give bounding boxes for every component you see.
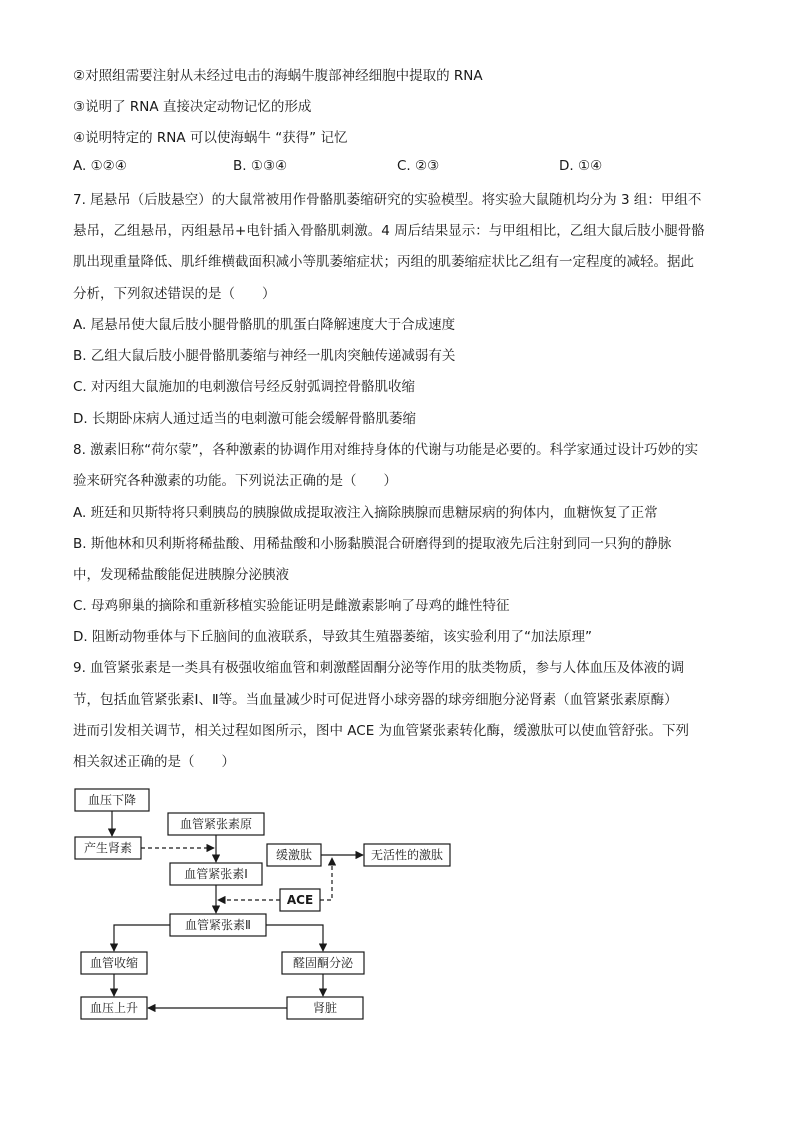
- q6-option-c[interactable]: C. ②③: [397, 158, 440, 174]
- q8-option-d[interactable]: D. 阻断动物垂体与下丘脑间的血液联系，导致其生殖器萎缩，该实验利用了“加法原理”: [73, 629, 592, 645]
- label-kidney: 肾脏: [312, 1001, 338, 1015]
- dashed-arrow-ace-to-bradykinin-conversion: [320, 858, 332, 900]
- label-angiotensinogen: 血管紧张素原: [179, 817, 253, 831]
- q6-option-d[interactable]: D. ①④: [559, 158, 603, 174]
- q7-stem-line: 肌出现重量降低、肌纤维横截面积减小等肌萎缩症状；丙组的肌萎缩症状比乙组有一定程度的减轻。据此: [73, 254, 694, 270]
- label-bp-rise: 血压上升: [89, 1001, 139, 1015]
- q8-option-c[interactable]: C. 母鸡卵巢的摘除和重新移植实验能证明是雌激素影响了母鸡的雌性特征: [73, 598, 510, 614]
- q9-stem-line: 进而引发相关调节，相关过程如图所示，图中 ACE 为血管紧张素转化酶，缓激肽可以使血管舒张。下列: [73, 723, 690, 739]
- q6-statement-3: ③说明了 RNA 直接决定动物记忆的形成: [73, 99, 312, 115]
- q8-option-b-continued: 中，发现稀盐酸能促进胰腺分泌胰液: [73, 567, 289, 583]
- q6-option-b[interactable]: B. ①③④: [233, 158, 288, 174]
- q7-option-b[interactable]: B. 乙组大鼠后肢小腿骨骼肌萎缩与神经一肌肉突触传递减弱有关: [73, 348, 456, 364]
- q7-option-a[interactable]: A. 尾悬吊使大鼠后肢小腿骨骼肌的肌蛋白降解速度大于合成速度: [73, 317, 456, 333]
- q9-stem-line: 9. 血管紧张素是一类具有极强收缩血管和刺激醛固酮分泌等作用的肽类物质，参与人体血压及体液的调: [73, 660, 685, 676]
- q6-statement-4: ④说明特定的 RNA 可以使海蜗牛 “获得” 记忆: [73, 130, 348, 146]
- q9-stem-line: 相关叙述正确的是（ ）: [73, 754, 235, 770]
- q8-option-b[interactable]: B. 斯他林和贝利斯将稀盐酸、用稀盐酸和小肠黏膜混合研磨得到的提取液先后注射到同一只狗的静脉: [73, 536, 672, 552]
- q9-stem-line: 节，包括血管紧张素Ⅰ、Ⅱ等。当血量减少时可促进肾小球旁器的球旁细胞分泌肾素（血管紧张素原酶）: [73, 692, 678, 708]
- q8-stem-line: 8. 激素旧称“荷尔蒙”，各种激素的协调作用对维持身体的代谢与功能是必要的。科学家通过设计巧妙的实: [73, 442, 699, 458]
- label-ang1: 血管紧张素Ⅰ: [184, 867, 248, 881]
- q7-stem-line: 悬吊，乙组悬吊，丙组悬吊+电针插入骨骼肌刺激。4 周后结果显示：与甲组相比，乙组大鼠后肢小腿骨骼: [73, 223, 705, 239]
- q7-option-c[interactable]: C. 对丙组大鼠施加的电刺激信号经反射弧调控骨骼肌收缩: [73, 379, 416, 395]
- arrow-ang2-to-vasoconstriction: [114, 925, 170, 951]
- label-aldosterone: 醛固酮分泌: [292, 956, 354, 970]
- q6-statement-2: ②对照组需要注射从未经过电击的海蜗牛腹部神经细胞中提取的 RNA: [73, 68, 483, 84]
- q7-option-d[interactable]: D. 长期卧床病人通过适当的电刺激可能会缓解骨骼肌萎缩: [73, 411, 416, 427]
- q7-stem-line: 7. 尾悬吊（后肢悬空）的大鼠常被用作骨骼肌萎缩研究的实验模型。将实验大鼠随机均分为 3 组：甲组不: [73, 192, 702, 208]
- arrow-ang2-to-aldosterone: [266, 925, 323, 951]
- label-ang2: 血管紧张素Ⅱ: [185, 918, 251, 932]
- label-renin: 产生肾素: [83, 841, 133, 855]
- q6-option-a[interactable]: A. ①②④: [73, 158, 127, 174]
- q7-stem-line: 分析，下列叙述错误的是（ ）: [73, 286, 276, 302]
- q8-option-a[interactable]: A. 班廷和贝斯特将只剩胰岛的胰腺做成提取液注入摘除胰腺而患糖尿病的狗体内，血糖恢复了正常: [73, 505, 658, 521]
- label-bradykinin: 缓激肽: [275, 848, 313, 862]
- label-bp-drop: 血压下降: [87, 793, 137, 807]
- label-ace: ACE: [286, 893, 314, 907]
- label-inactive: 无活性的激肽: [370, 848, 444, 862]
- label-vasoconstriction: 血管收缩: [89, 956, 139, 970]
- q8-stem-line: 验来研究各种激素的功能。下列说法正确的是（ ）: [73, 473, 397, 489]
